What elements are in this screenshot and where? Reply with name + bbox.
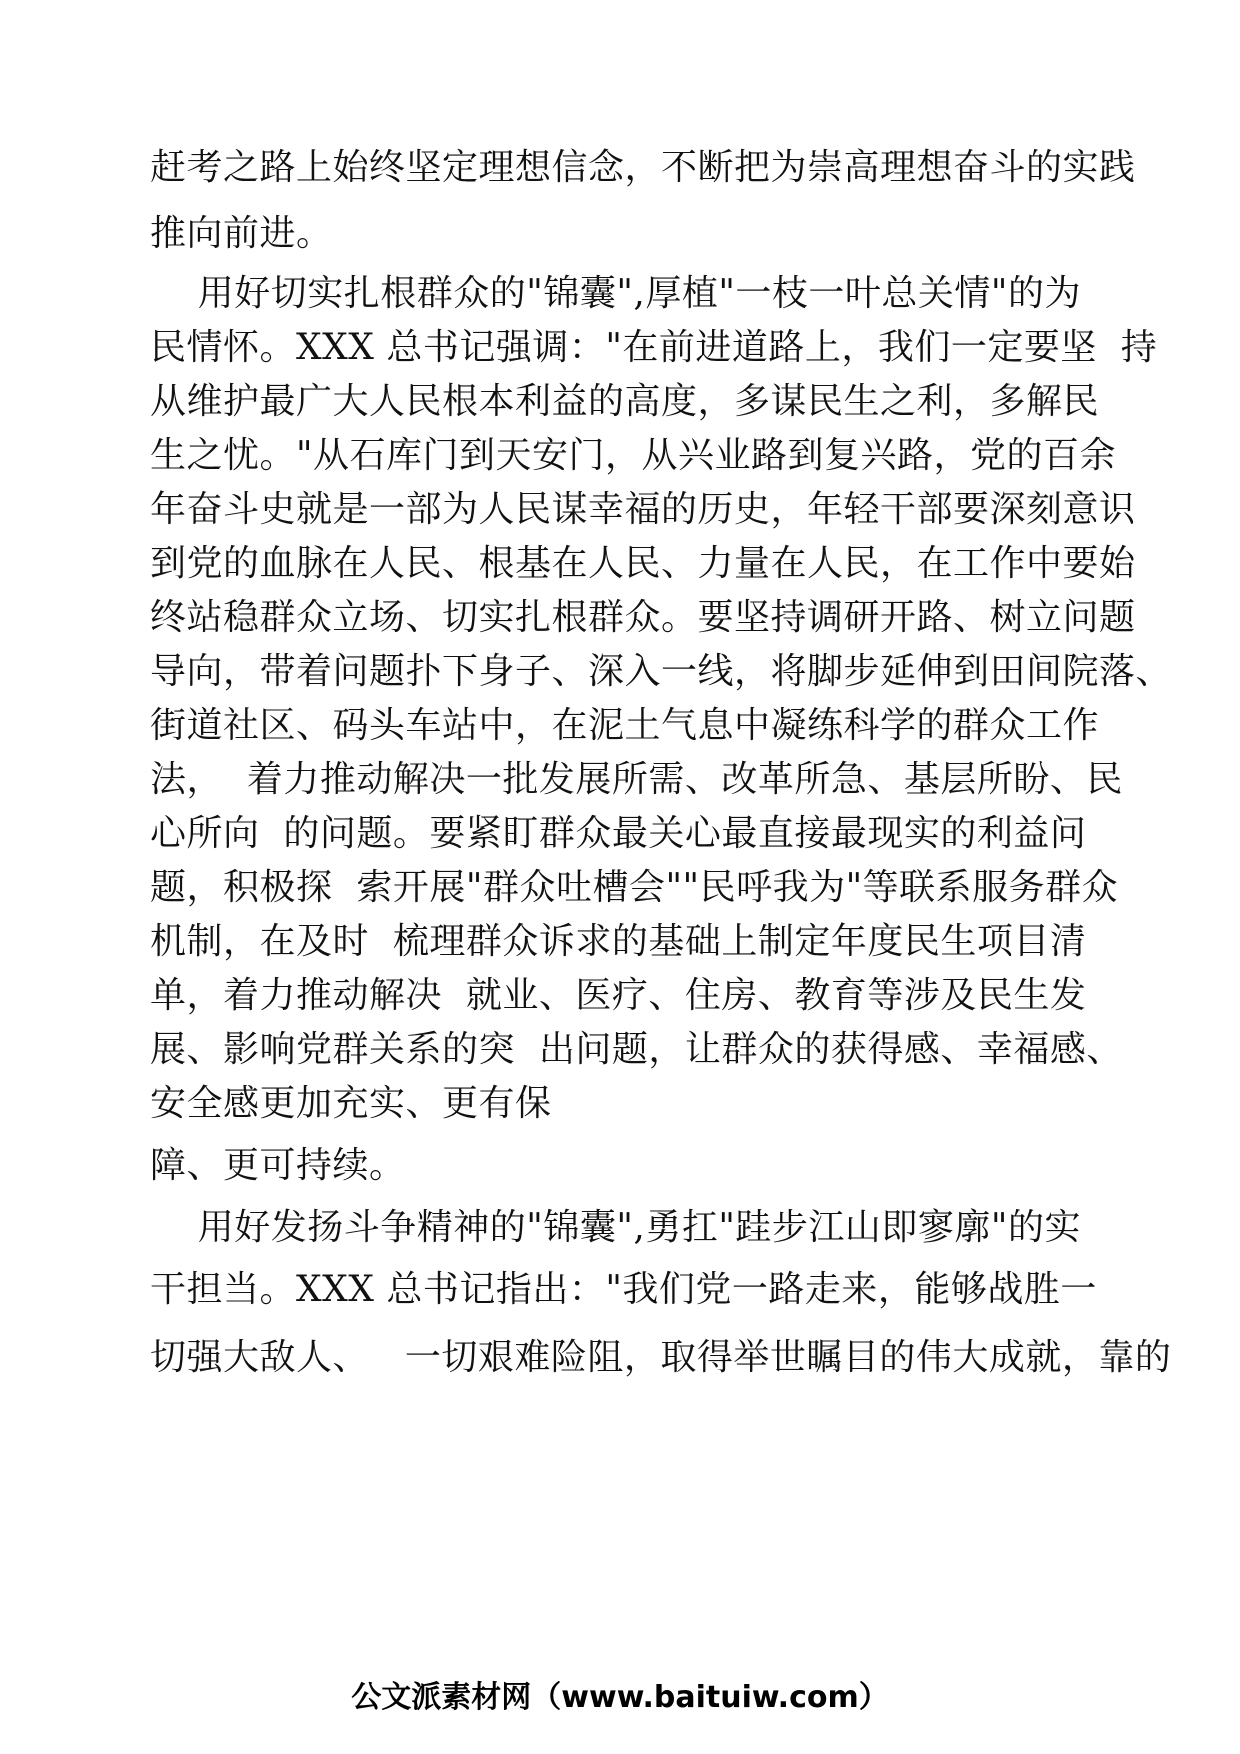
- body-line-19: 障、更可持续。: [150, 1145, 406, 1186]
- body-line-2: 推向前进。: [150, 213, 333, 254]
- body-line-7: 年奋斗史就是一部为人民谋幸福的历史，年轻干部要深刻意识: [150, 489, 1136, 530]
- body-line-17: 展、影响党群关系的突 出问题，让群众的获得感、幸福感、: [150, 1029, 1123, 1070]
- body-line-12: 法， 着力推动解决一批发展所需、改革所急、基层所盼、民: [150, 759, 1123, 800]
- body-line-5: 从维护最广大人民根本利益的高度，多谋民生之利，多解民: [150, 381, 1100, 422]
- body-line-14: 题，积极探 索开展"群众吐槽会""民呼我为"等联系服务群众: [150, 867, 1119, 908]
- body-line-9: 终站稳群众立场、切实扎根群众。要坚持调研开路、树立问题: [150, 597, 1136, 638]
- footer-watermark: 公文派素材网（www.baituiw.com）: [351, 1680, 889, 1715]
- body-line-6: 生之忧。"从石库门到天安门，从兴业路到复兴路，党的百余: [150, 435, 1117, 476]
- body-line-8: 到党的血脉在人民、根基在人民、力量在人民，在工作中要始: [150, 543, 1136, 584]
- body-line-3: 用好切实扎根群众的"锦囊",厚植"一枝一叶总关情"的为: [150, 273, 1081, 314]
- body-line-22: 切强大敌人、 一切艰难险阻，取得举世瞩目的伟大成就，靠的: [150, 1337, 1172, 1378]
- body-line-16: 单，着力推动解决 就业、医疗、住房、教育等涉及民生发: [150, 975, 1087, 1016]
- body-line-1: 赶考之路上始终坚定理想信念，不断把为崇高理想奋斗的实践: [150, 147, 1136, 188]
- body-line-4: 民情怀。XXX 总书记强调："在前进道路上，我们一定要坚 持: [150, 327, 1158, 368]
- body-line-18: 安全感更加充实、更有保: [150, 1083, 552, 1124]
- body-line-13: 心所向 的问题。要紧盯群众最关心最直接最现实的利益问: [150, 813, 1087, 854]
- body-line-11: 街道社区、码头车站中，在泥土气息中凝练科学的群众工作: [150, 705, 1100, 746]
- body-line-15: 机制，在及时 梳理群众诉求的基础上制定年度民生项目清: [150, 921, 1087, 962]
- body-line-21: 干担当。XXX 总书记指出："我们党一路走来，能够战胜一: [150, 1269, 1097, 1310]
- body-line-10: 导向，带着问题扑下身子、深入一线，将脚步延伸到田间院落、: [150, 651, 1173, 692]
- body-line-20: 用好发扬斗争精神的"锦囊",勇扛"跬步江山即寥廓"的实: [150, 1207, 1081, 1248]
